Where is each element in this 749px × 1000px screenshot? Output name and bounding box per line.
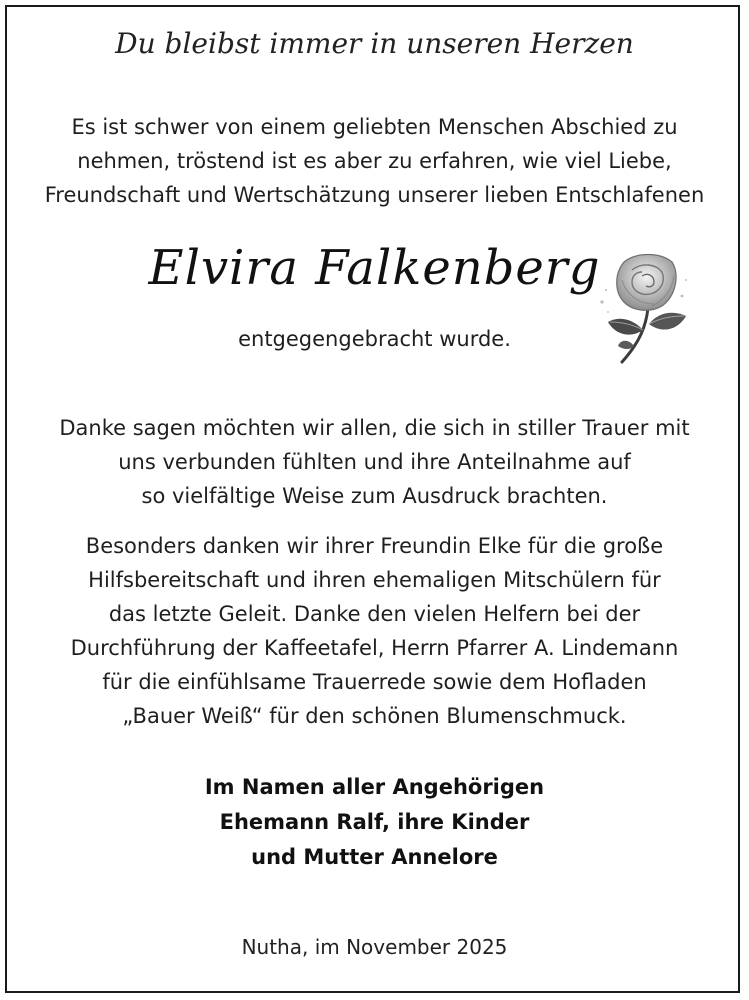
intro-line: Freundschaft und Wertschätzung unserer lieben Entschlafenen <box>44 183 705 207</box>
signature-line: und Mutter Annelore <box>251 845 498 869</box>
thanks-line: Danke sagen möchten wir allen, die sich in stiller Trauer mit <box>59 416 690 440</box>
intro-end: entgegengebracht wurde. <box>238 327 511 351</box>
motto-heading: Du bleibst immer in unseren Herzen <box>115 27 634 60</box>
special-thanks-line: für die einfühlsame Trauerrede sowie dem Hofladen <box>102 670 647 694</box>
signature-block <box>0 770 749 875</box>
intro-line: nehmen, tröstend ist es aber zu erfahren, wie viel Liebe, <box>77 149 672 173</box>
special-thanks-paragraph <box>0 529 749 733</box>
special-thanks-line: „Bauer Weiß“ für den schönen Blumenschmuck. <box>122 704 627 728</box>
signature-line: Im Namen aller Angehörigen <box>204 775 545 799</box>
signature-line: Ehemann Ralf, ihre Kinder <box>219 810 530 834</box>
thanks-line: uns verbunden fühlten und ihre Anteilnahme auf <box>118 450 631 474</box>
deceased-name: Elvira Falkenberg <box>148 240 601 296</box>
thanks-paragraph <box>0 411 749 513</box>
place-date: Nutha, im November 2025 <box>241 935 508 959</box>
thanks-line: so vielfältige Weise zum Ausdruck brachten. <box>141 484 608 508</box>
special-thanks-line: Durchführung der Kaffeetafel, Herrn Pfarrer A. Lindemann <box>70 636 679 660</box>
intro-paragraph <box>0 110 749 212</box>
special-thanks-line: Besonders danken wir ihrer Freundin Elke für die große <box>85 534 664 558</box>
special-thanks-line: Hilfsbereitschaft und ihren ehemaligen Mitschülern für <box>88 568 661 592</box>
special-thanks-line: das letzte Geleit. Danke den vielen Helfern bei der <box>108 602 641 626</box>
intro-line: Es ist schwer von einem geliebten Menschen Abschied zu <box>71 115 678 139</box>
